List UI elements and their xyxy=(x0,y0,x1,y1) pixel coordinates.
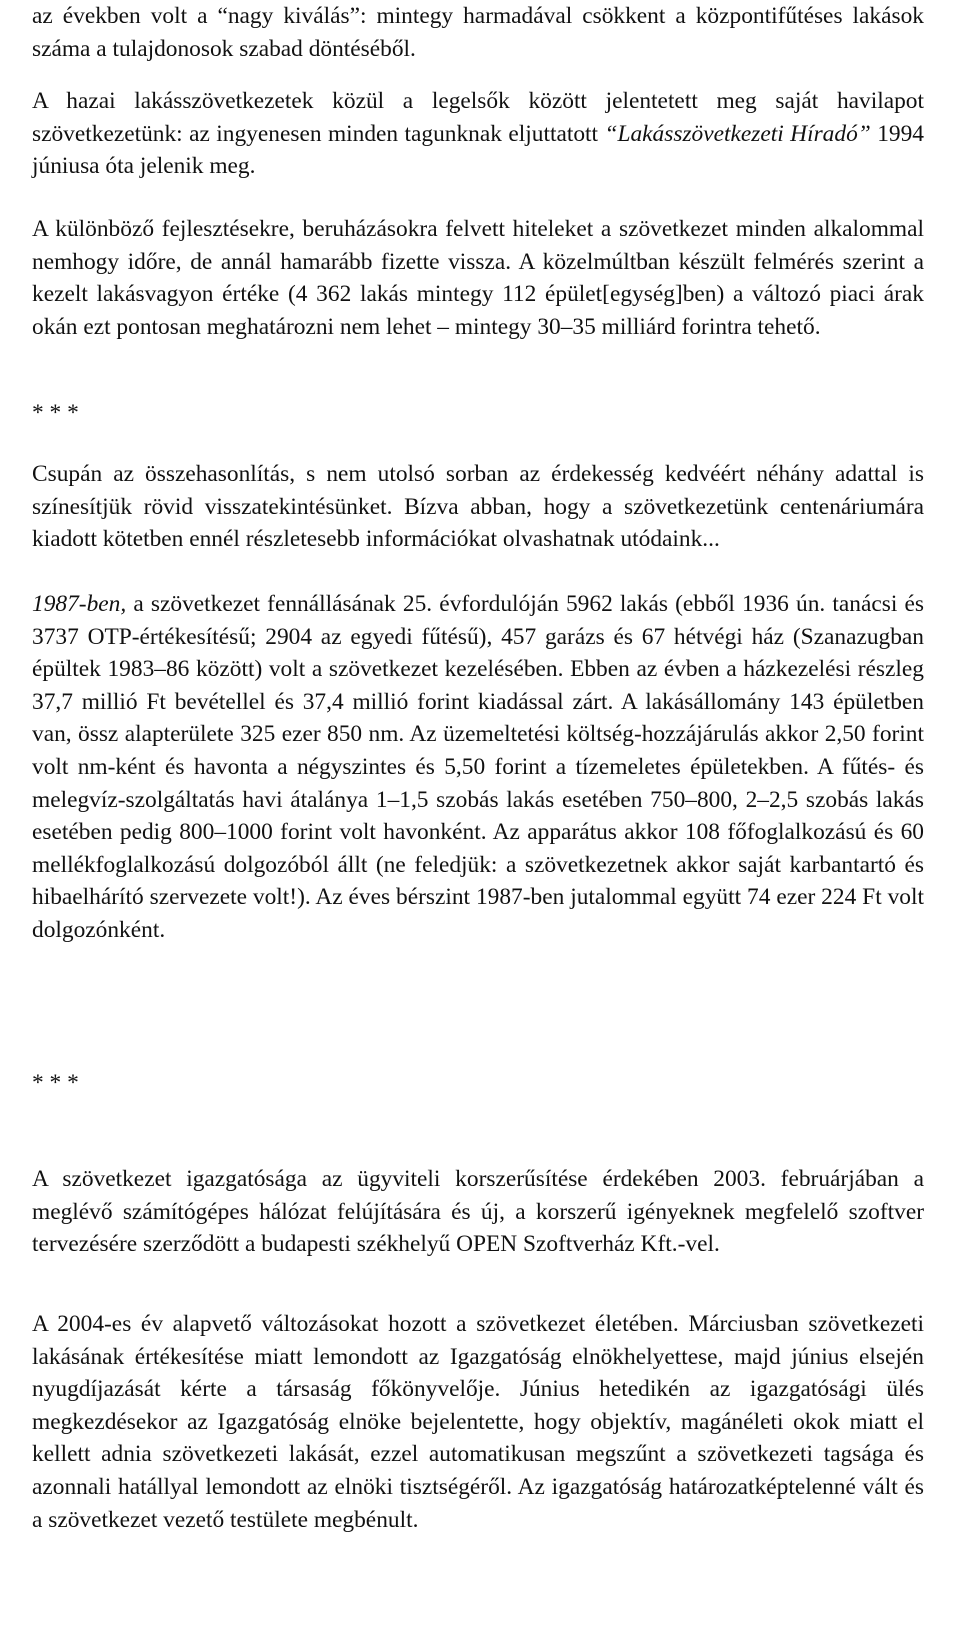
paragraph-central-heating: az években volt a “nagy kiválás”: mintegy harmadával csökkent a központifűtéses lakások száma a tulajdonosok szabad döntéséből. xyxy=(32,3,924,62)
paragraph-comparison-intro: Csupán az összehasonlítás, s nem utolsó sorban az érdekesség kedvéért néhány adattal is színesítjük rövid visszatekintésünket. Bízva abban, hogy a szövetkezetünk centenáriumára kiadott kötetben ennél részletesebb információkat olvashatnak utódaink... xyxy=(32,461,924,553)
paragraph-software-2003: A szövetkezet igazgatósága az ügyviteli korszerűsítése érdekében 2003. februárjában a meglévő számítógépes hálózat felújítására és új, a korszerű igényeknek megfelelő szoftver tervezésére szerződött a budapesti székhelyű OPEN Szoftverház Kft.-vel. xyxy=(32,1166,924,1258)
paragraph-1987-data xyxy=(32,588,924,947)
section-separator: * * * xyxy=(32,400,79,426)
magazine-title: “Lakásszövetkezeti Híradó” xyxy=(604,120,871,147)
paragraph-monthly-magazine xyxy=(32,85,924,183)
year-1987-label: 1987-ben, xyxy=(32,591,127,617)
paragraph-loans-assets: A különböző fejlesztésekre, beruházásokra felvett hiteleket a szövetkezet minden alkalommal nemhogy időre, de annál hamarább fizette vissza. A közelmúltban készült felmérés szerint a kezelt lakásvagyon értéke (4 362 lakás mintegy 112 épület[egység]ben) a változó piaci árak okán ezt pontosan meghatározni nem lehet – mintegy 30–35 milliárd forintra tehető. xyxy=(32,216,924,340)
section-separator: * * * xyxy=(32,1070,79,1096)
paragraph-magazine-text-b: 1994 júniusa óta jelenik meg. xyxy=(32,120,924,180)
paragraph-1987-text: a szövetkezet fennállásának 25. évfordulóján 5962 lakás (ebből 1936 ún. tanácsi és 3737 OTP-értékesítésű; 2904 az egyedi fűtésű), 457 garázs és 67 hétvégi ház (Szanazugban épültek 1983–86 között) volt a szövetkezet kezelésében. Ebben az évben a házkezelési részleg 37,7 millió Ft bevétellel és 37,4 millió forint kiadással zárt. A lakásállomány 143 épületben van, össz alapterülete 325 ezer 850 nm. Az üzemeltetési költség-hozzájárulás akkor 2,50 forint volt nm-ként és havonta a négyszintes és 5,50 forint a tízemeletes épületekben. A fűtés- és melegvíz-szolgáltatás havi átalánya 1–1,5 szobás lakás esetében 750–800, 2–2,5 szobás lakás esetében pedig 800–1000 forint volt havonként. Az apparátus akkor 108 főfoglalkozású és 60 mellékfoglalkozású dolgozóból állt (ne feledjük: a szövetkezetnek akkor saját karbantartó és hibaelhárító szervezete volt!). Az éves bérszint 1987-ben jutalommal együtt 74 ezer 224 Ft volt dolgozónként. xyxy=(32,591,924,943)
paragraph-changes-2004: A 2004-es év alapvető változásokat hozott a szövetkezet életében. Márciusban szövetkezeti lakásának értékesítése miatt lemondott az Igazgatóság elnökhelyettese, majd június elsején nyugdíjazását kérte a társaság főkönyvelője. Június hetedikén az igazgatósági ülés megkezdésekor az Igazgatóság elnöke bejelentette, hogy objektív, magánéleti okok miatt el kellett adnia szövetkezeti lakását, ezzel automatikusan megszűnt a szövetkezeti tagsága és azonnali hatállyal lemondott az elnöki tisztségéről. Az igazgatóság határozatképtelenné vált és a szövetkezet vezető testülete megbénult. xyxy=(32,1311,924,1533)
paragraph-magazine-text-a: A hazai lakásszövetkezetek közül a legelsők között jelentetett meg saját havilapot szövetkezetünk: az ingyenesen minden tagunknak eljuttatott xyxy=(32,88,924,147)
